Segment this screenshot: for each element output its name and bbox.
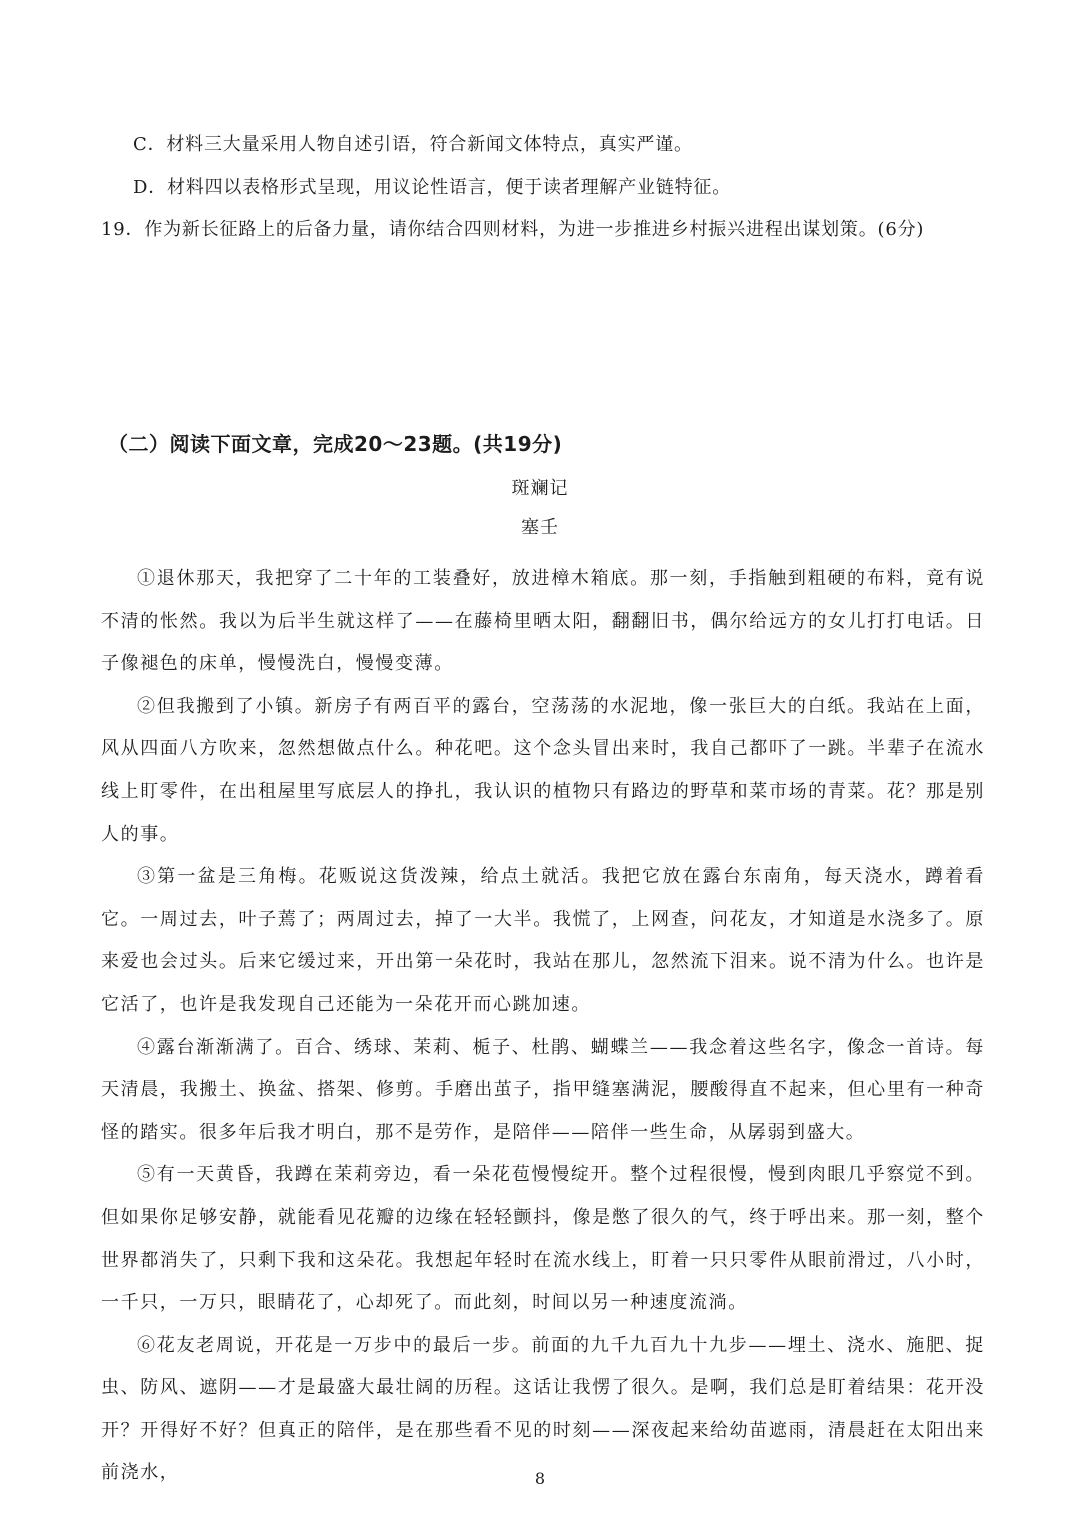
- paragraph-2: ②但我搬到了小镇。新房子有两百平的露台，空荡荡的水泥地，像一张巨大的白纸。我站在上面，风从四面八方吹来，忽然想做点什么。种花吧。这个念头冒出来时，我自己都吓了一跳。半辈子在流水线上盯零件，在出租屋里写底层人的挣扎，我认识的植物只有路边的野草和菜市场的青菜。花？那是别人的事。: [101, 695, 985, 845]
- paragraph-6: ⑥花友老周说，开花是一万步中的最后一步。前面的九千九百九十九步——埋土、浇水、施肥、捉虫、防风、遮阴——才是最盛大最壮阔的历程。这话让我愣了很久。是啊，我们总是盯着结果：花开没开？开得好不好？但真正的陪伴，是在那些看不见的时刻——深夜起来给幼苗遮雨，清晨赶在太阳出来前浇水，: [101, 1334, 985, 1484]
- page-number: 8: [534, 1469, 546, 1488]
- option-c: C．材料三大量采用人物自述引语，符合新闻文体特点，真实严谨。: [133, 134, 693, 155]
- article-body: [101, 558, 985, 1495]
- paragraph-1: ①退休那天，我把穿了二十年的工装叠好，放进樟木箱底。那一刻，手指触到粗硬的布料，竟有说不清的怅然。我以为后半生就这样了——在藤椅里晒太阳，翻翻旧书，偶尔给远方的女儿打打电话。日子像褪色的床单，慢慢洗白，慢慢变薄。: [101, 568, 985, 675]
- option-d: D．材料四以表格形式呈现，用议论性语言，便于读者理解产业链特征。: [133, 177, 732, 198]
- article-author: 塞壬: [521, 517, 559, 538]
- article-title: 斑斓记: [511, 478, 569, 499]
- paragraph-3: ③第一盆是三角梅。花贩说这货泼辣，给点土就活。我把它放在露台东南角，每天浇水，蹲着看它。一周过去，叶子蔫了；两周过去，掉了一大半。我慌了，上网查，问花友，才知道是水浇多了。原来爱也会过头。后来它缓过来，开出第一朵花时，我站在那儿，忽然流下泪来。说不清为什么。也许是它活了，也许是我发现自己还能为一朵花开而心跳加速。: [101, 866, 985, 1015]
- question-19: 19．作为新长征路上的后备力量，请你结合四则材料，为进一步推进乡村振兴进程出谋划策。(6分): [101, 219, 925, 240]
- paragraph-5: ⑤有一天黄昏，我蹲在茉莉旁边，看一朵花苞慢慢绽开。整个过程很慢，慢到肉眼几乎察觉不到。但如果你足够安静，就能看见花瓣的边缘在轻轻颤抖，像是憋了很久的气，终于呼出来。那一刻，整个世界都消失了，只剩下我和这朵花。我想起年轻时在流水线上，盯着一只只零件从眼前滑过，八小时，一千只，一万只，眼睛花了，心却死了。而此刻，时间以另一种速度流淌。: [101, 1164, 985, 1314]
- section-heading: （二）阅读下面文章，完成20～23题。(共19分): [108, 432, 563, 456]
- paragraph-4: ④露台渐渐满了。百合、绣球、茉莉、栀子、杜鹃、蝴蝶兰——我念着这些名字，像念一首诗。每天清晨，我搬土、换盆、搭架、修剪。手磨出茧子，指甲缝塞满泥，腰酸得直不起来，但心里有一种奇怪的踏实。很多年后我才明白，那不是劳作，是陪伴——陪伴一些生命，从孱弱到盛大。: [101, 1036, 985, 1143]
